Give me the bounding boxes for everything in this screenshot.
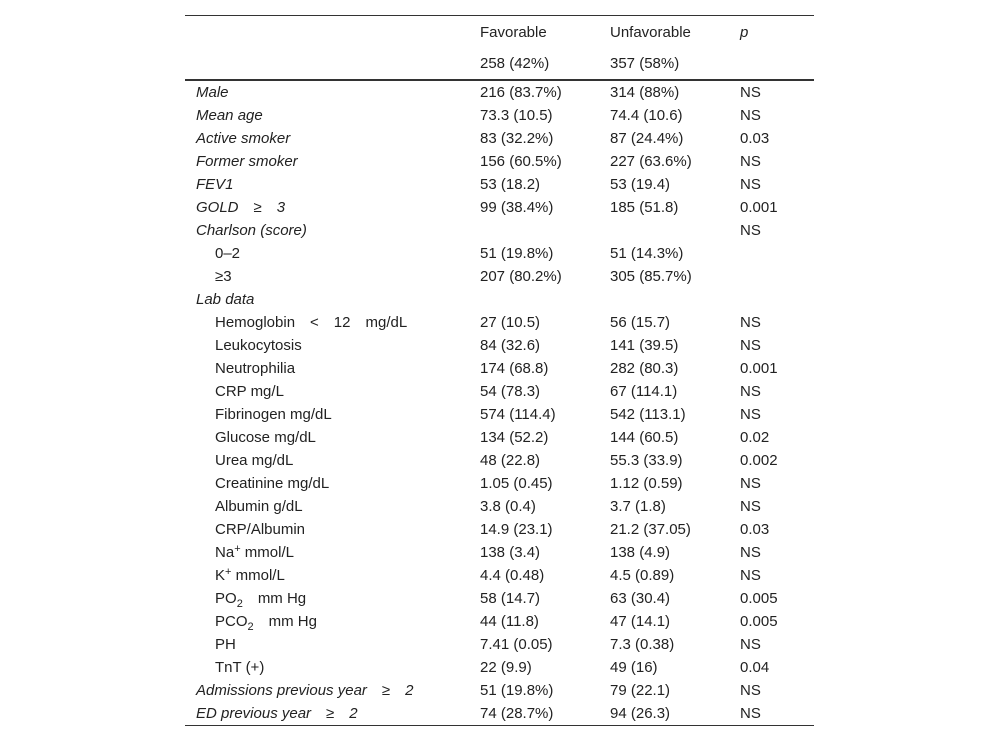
row-label xyxy=(215,518,305,541)
p-value: 0.04 xyxy=(740,659,770,676)
favorable-value: 74 (28.7%) xyxy=(480,705,554,722)
row-label-text: PCO xyxy=(215,613,248,630)
table-row xyxy=(185,127,814,150)
p-value: 0.02 xyxy=(740,429,770,446)
unfavorable-value: 542 (113.1) xyxy=(610,406,686,423)
favorable-value: 216 (83.7%) xyxy=(480,84,562,101)
favorable-value: 174 (68.8) xyxy=(480,360,549,377)
header-p-value: p xyxy=(740,24,749,41)
table-count-row xyxy=(185,47,814,81)
unfavorable-value: 79 (22.1) xyxy=(610,682,671,699)
unfavorable-value: 185 (51.8) xyxy=(610,199,679,216)
favorable-value: 138 (3.4) xyxy=(480,544,541,561)
unfavorable-value: 282 (80.3) xyxy=(610,360,679,377)
row-label-text: Hemoglobin < 12 mg/dL xyxy=(215,314,408,331)
unfavorable-value: 3.7 (1.8) xyxy=(610,498,666,515)
favorable-value: 14.9 (23.1) xyxy=(480,521,553,538)
row-label-text: Active smoker xyxy=(196,130,291,147)
p-value: NS xyxy=(740,636,761,653)
favorable-value: 7.41 (0.05) xyxy=(480,636,553,653)
table-row xyxy=(185,541,814,564)
table-row xyxy=(185,426,814,449)
unfavorable-value: 53 (19.4) xyxy=(610,176,671,193)
unfavorable-value: 227 (63.6%) xyxy=(610,153,692,170)
unfavorable-value: 74.4 (10.6) xyxy=(610,107,683,124)
p-value: NS xyxy=(740,498,761,515)
row-label-text: Admissions previous year ≥ 2 xyxy=(196,682,414,699)
row-label xyxy=(215,311,407,334)
header-favorable: Favorable xyxy=(480,24,547,41)
row-label-text: Lab data xyxy=(196,291,255,308)
row-label xyxy=(215,541,294,564)
row-label-text: Charlson (score) xyxy=(196,222,307,239)
unfavorable-value: 138 (4.9) xyxy=(610,544,671,561)
favorable-value: 4.4 (0.48) xyxy=(480,567,545,584)
count-unfavorable: 357 (58%) xyxy=(610,55,680,72)
unfavorable-value: 49 (16) xyxy=(610,659,658,676)
row-label-text: K xyxy=(215,567,226,584)
table-row xyxy=(185,656,814,679)
row-label xyxy=(215,495,303,518)
row-label xyxy=(215,357,295,380)
table-row xyxy=(185,610,814,633)
p-value: NS xyxy=(740,383,761,400)
table-header-row xyxy=(185,16,814,47)
p-value: NS xyxy=(740,544,761,561)
table-row xyxy=(185,242,814,265)
row-label xyxy=(196,150,298,173)
unfavorable-value: 47 (14.1) xyxy=(610,613,671,630)
row-label xyxy=(215,610,317,633)
p-value: NS xyxy=(740,176,761,193)
row-label-text: Neutrophilia xyxy=(215,360,296,377)
table-row xyxy=(185,196,814,219)
table-row xyxy=(185,150,814,173)
favorable-value: 3.8 (0.4) xyxy=(480,498,536,515)
favorable-value: 58 (14.7) xyxy=(480,590,541,607)
row-label-text: CRP/Albumin xyxy=(215,521,306,538)
table-row xyxy=(185,81,814,104)
header-unfavorable: Unfavorable xyxy=(610,24,691,41)
row-label xyxy=(196,702,358,725)
table-row xyxy=(185,403,814,426)
row-label xyxy=(196,679,413,702)
table-body xyxy=(185,81,814,725)
data-table xyxy=(185,15,814,726)
p-value: 0.03 xyxy=(740,130,770,147)
row-label-text: Albumin g/dL xyxy=(215,498,303,515)
row-label xyxy=(196,196,285,219)
unfavorable-value: 1.12 (0.59) xyxy=(610,475,683,492)
favorable-value: 54 (78.3) xyxy=(480,383,541,400)
favorable-value: 53 (18.2) xyxy=(480,176,541,193)
row-label xyxy=(215,334,302,357)
row-label-text: CRP mg/L xyxy=(215,383,284,400)
row-label-text: Male xyxy=(196,84,229,101)
p-value: 0.03 xyxy=(740,521,770,538)
table-row xyxy=(185,587,814,610)
count-favorable: 258 (42%) xyxy=(480,55,550,72)
unfavorable-value: 94 (26.3) xyxy=(610,705,671,722)
row-label xyxy=(215,380,284,403)
favorable-value: 51 (19.8%) xyxy=(480,245,554,262)
row-label xyxy=(215,265,232,288)
row-label-unit: mm Hg xyxy=(242,590,307,607)
table-row xyxy=(185,633,814,656)
row-label-superscript: + xyxy=(234,543,241,555)
row-label-subscript: 2 xyxy=(236,598,243,610)
table-row xyxy=(185,311,814,334)
p-value: NS xyxy=(740,314,761,331)
table-row xyxy=(185,518,814,541)
unfavorable-value: 305 (85.7%) xyxy=(610,268,692,285)
row-label-unit: mmol/L xyxy=(231,567,285,584)
row-label xyxy=(215,426,316,449)
favorable-value: 27 (10.5) xyxy=(480,314,541,331)
p-value: NS xyxy=(740,705,761,722)
favorable-value: 134 (52.2) xyxy=(480,429,549,446)
table-row xyxy=(185,495,814,518)
unfavorable-value: 314 (88%) xyxy=(610,84,680,101)
row-label xyxy=(215,449,293,472)
p-value: NS xyxy=(740,567,761,584)
row-label xyxy=(196,104,263,127)
favorable-value: 99 (38.4%) xyxy=(480,199,554,216)
row-label-text: Glucose mg/dL xyxy=(215,429,316,446)
row-label-text: GOLD ≥ 3 xyxy=(196,199,286,216)
row-label xyxy=(215,656,264,679)
table-row xyxy=(185,288,814,311)
p-value: NS xyxy=(740,107,761,124)
favorable-value: 83 (32.2%) xyxy=(480,130,554,147)
row-label xyxy=(215,472,329,495)
table-row xyxy=(185,173,814,196)
row-label-unit: mmol/L xyxy=(240,544,294,561)
p-value: NS xyxy=(740,153,761,170)
row-label-text: ED previous year ≥ 2 xyxy=(196,705,358,722)
row-label-text: PO xyxy=(215,590,237,607)
favorable-value: 22 (9.9) xyxy=(480,659,532,676)
table-row xyxy=(185,334,814,357)
row-label-text: Urea mg/dL xyxy=(215,452,294,469)
favorable-value: 84 (32.6) xyxy=(480,337,541,354)
row-label-text: Mean age xyxy=(196,107,263,124)
p-value: NS xyxy=(740,222,761,239)
favorable-value: 1.05 (0.45) xyxy=(480,475,553,492)
row-label-text: Leukocytosis xyxy=(215,337,302,354)
row-label xyxy=(196,219,307,242)
p-value: NS xyxy=(740,406,761,423)
unfavorable-value: 56 (15.7) xyxy=(610,314,671,331)
p-value: NS xyxy=(740,682,761,699)
favorable-value: 44 (11.8) xyxy=(480,613,539,630)
favorable-value: 51 (19.8%) xyxy=(480,682,554,699)
table-row xyxy=(185,564,814,587)
p-value: NS xyxy=(740,337,761,354)
favorable-value: 156 (60.5%) xyxy=(480,153,562,170)
unfavorable-value: 55.3 (33.9) xyxy=(610,452,683,469)
table-row xyxy=(185,357,814,380)
favorable-value: 48 (22.8) xyxy=(480,452,541,469)
p-value: NS xyxy=(740,475,761,492)
unfavorable-value: 144 (60.5) xyxy=(610,429,679,446)
row-label-text: 0–2 xyxy=(215,245,241,262)
table-row xyxy=(185,380,814,403)
p-value: 0.001 xyxy=(740,199,778,216)
table-row xyxy=(185,104,814,127)
p-value: 0.005 xyxy=(740,613,778,630)
unfavorable-value: 67 (114.1) xyxy=(610,383,678,400)
unfavorable-value: 4.5 (0.89) xyxy=(610,567,675,584)
table-row xyxy=(185,449,814,472)
unfavorable-value: 51 (14.3%) xyxy=(610,245,684,262)
table-row xyxy=(185,472,814,495)
row-label-text: Na xyxy=(215,544,235,561)
p-value: 0.002 xyxy=(740,452,778,469)
unfavorable-value: 141 (39.5) xyxy=(610,337,679,354)
row-label-superscript: + xyxy=(225,566,232,578)
row-label xyxy=(215,403,332,426)
row-label xyxy=(196,288,254,311)
p-value: 0.001 xyxy=(740,360,778,377)
unfavorable-value: 87 (24.4%) xyxy=(610,130,684,147)
row-label xyxy=(196,173,234,196)
row-label-unit: mm Hg xyxy=(253,613,317,630)
unfavorable-value: 7.3 (0.38) xyxy=(610,636,675,653)
table-row xyxy=(185,219,814,242)
row-label xyxy=(215,587,306,610)
row-label-text: TnT (+) xyxy=(215,659,265,676)
row-label-text: Creatinine mg/dL xyxy=(215,475,330,492)
favorable-value: 574 (114.4) xyxy=(480,406,556,423)
table-row xyxy=(185,702,814,725)
unfavorable-value: 63 (30.4) xyxy=(610,590,671,607)
row-label xyxy=(215,564,285,587)
row-label xyxy=(196,81,229,104)
row-label-text: PH xyxy=(215,636,236,653)
row-label-text: ≥3 xyxy=(215,268,232,285)
unfavorable-value: 21.2 (37.05) xyxy=(610,521,691,538)
row-label xyxy=(215,242,240,265)
table-row xyxy=(185,265,814,288)
row-label-text: FEV1 xyxy=(196,176,234,193)
favorable-value: 207 (80.2%) xyxy=(480,268,562,285)
row-label-text: Former smoker xyxy=(196,153,298,170)
p-value: 0.005 xyxy=(740,590,778,607)
row-label xyxy=(196,127,290,150)
row-label xyxy=(215,633,236,656)
favorable-value: 73.3 (10.5) xyxy=(480,107,553,124)
row-label-text: Fibrinogen mg/dL xyxy=(215,406,332,423)
p-value: NS xyxy=(740,84,761,101)
table-row xyxy=(185,679,814,702)
row-label-subscript: 2 xyxy=(247,621,254,633)
